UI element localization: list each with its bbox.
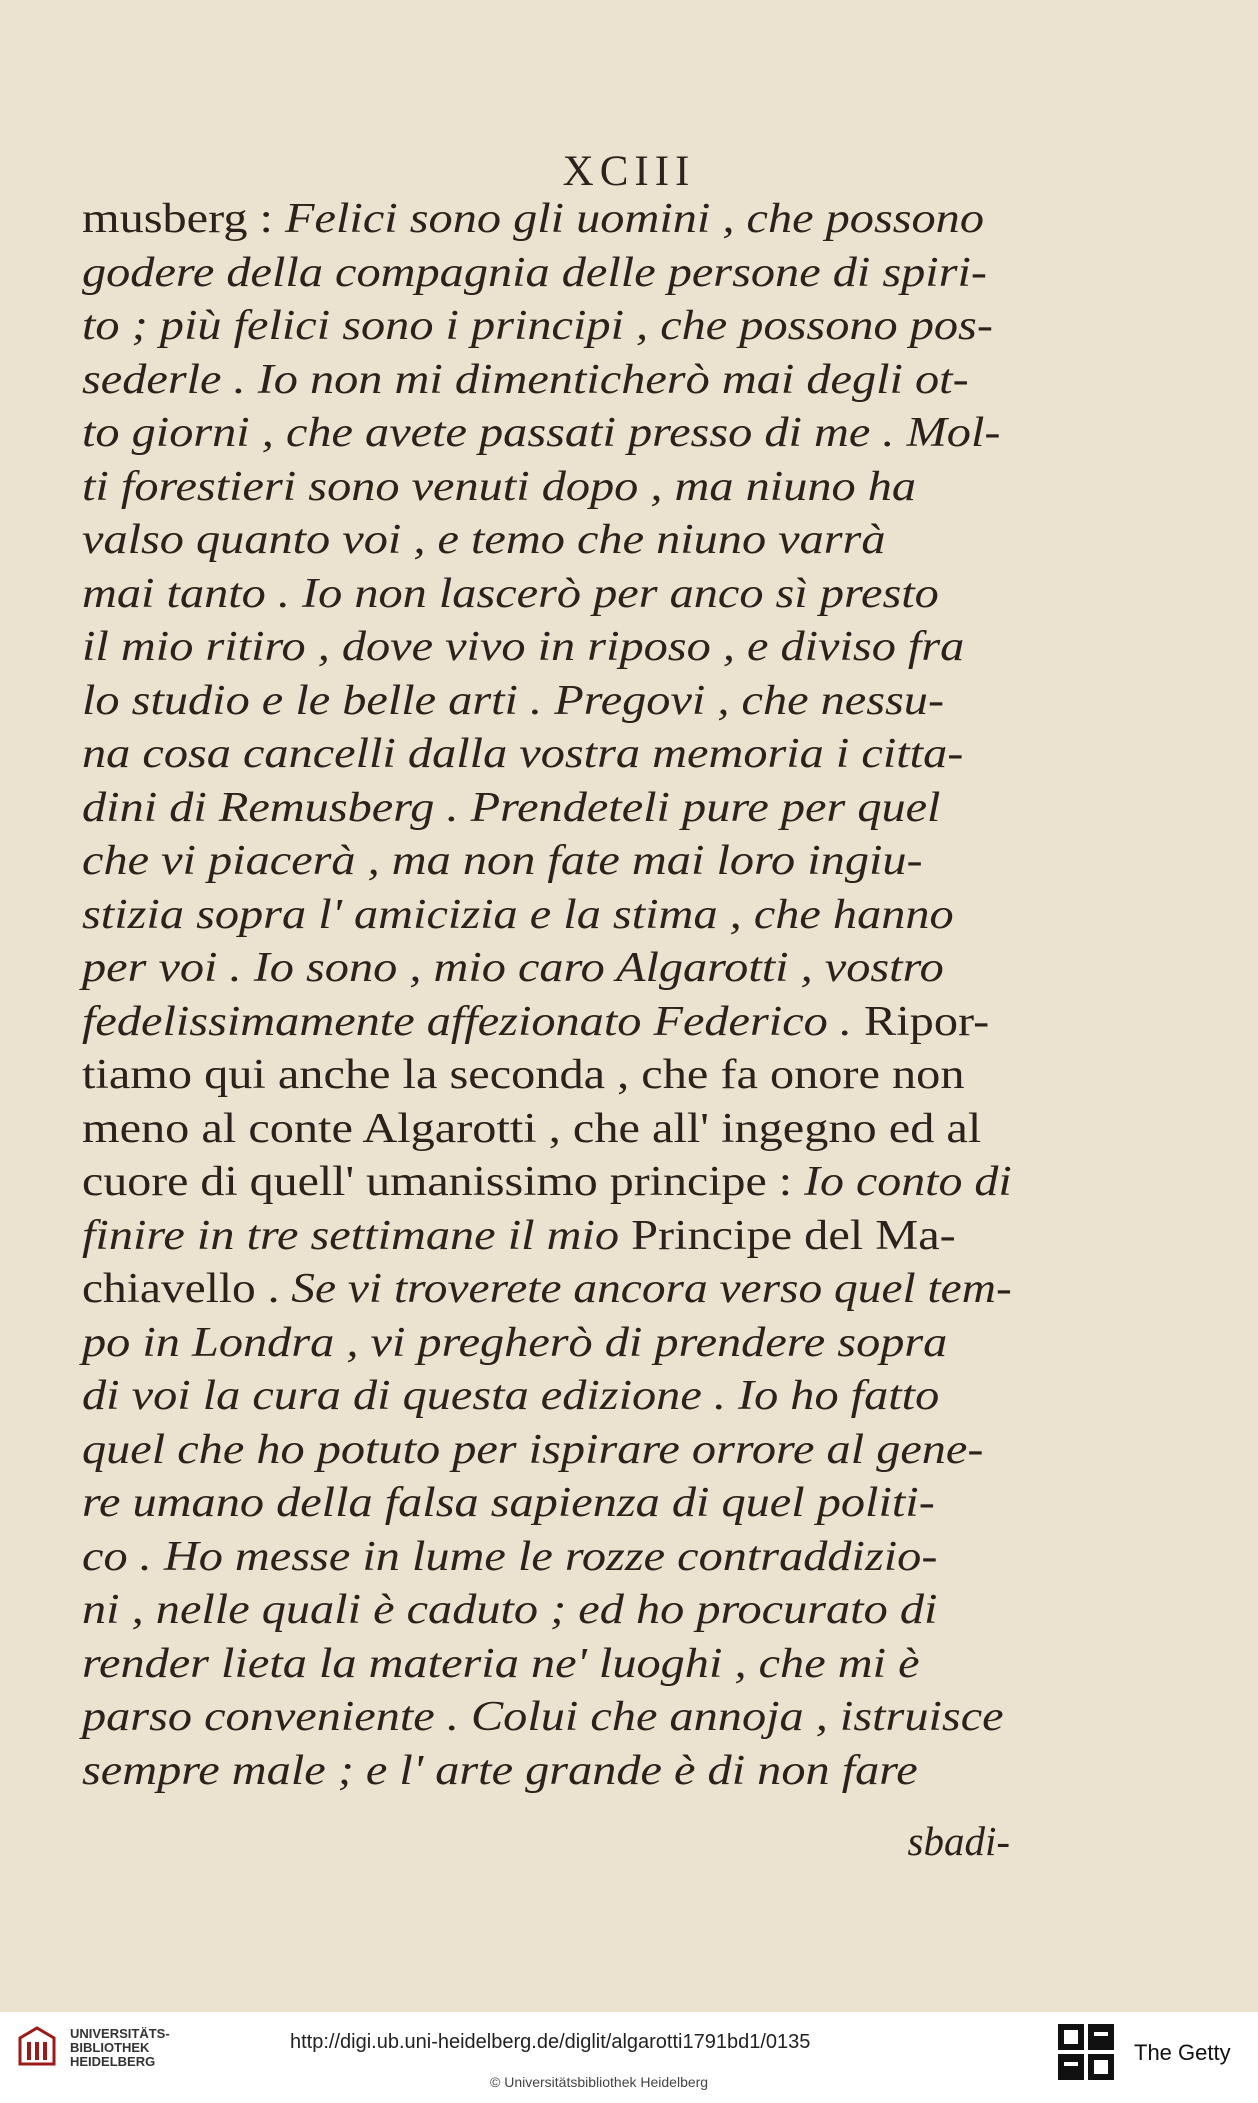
text-line [82, 837, 923, 885]
text-line [82, 784, 940, 832]
text-line [82, 1426, 983, 1474]
italic-text: render lieta la materia ne' luoghi , che mi è [82, 1640, 920, 1687]
italic-text: sempre male ; e l' arte grande è di non fare [82, 1747, 918, 1794]
text-line [82, 1372, 939, 1420]
roman-text: tiamo qui anche la seconda , che fa onore non [82, 1052, 965, 1098]
text-line [82, 1265, 1012, 1313]
text-line [82, 944, 944, 992]
text-line [82, 1586, 937, 1634]
roman-text: chiavello . [82, 1266, 292, 1312]
text-line [82, 623, 964, 671]
text-line [82, 516, 886, 564]
text-line [82, 249, 987, 297]
italic-text: po in Londra , vi pregherò di prendere sopra [82, 1319, 948, 1366]
text-line [82, 195, 984, 243]
italic-text: ni , nelle quali è caduto ; ed ho procurato di [82, 1587, 938, 1633]
text-line [82, 302, 993, 350]
text-line [82, 1640, 920, 1688]
italic-text: co . Ho messe in lume le rozze contraddizio- [82, 1533, 938, 1580]
italic-text: valso quanto voi , e temo che niuno varrà [82, 517, 886, 563]
italic-text: finire in tre settimane il mio [82, 1212, 632, 1259]
italic-text: mai tanto . Io non lascerò per anco sì presto [82, 570, 939, 617]
italic-text: sederle . Io non mi dimenticherò mai degli ot- [82, 356, 969, 403]
italic-text: stizia sopra l' amicizia e la stima , che hanno [82, 891, 954, 938]
text-line [82, 730, 963, 778]
italic-text: quel che ho potuto per ispirare orrore al gene- [82, 1426, 984, 1473]
text-line [82, 1158, 1012, 1206]
italic-text: lo studio e le belle arti . Pregovi , che nessu- [82, 677, 945, 724]
text-line [82, 1105, 981, 1153]
roman-text: musberg : [82, 196, 286, 242]
text-line [82, 677, 944, 725]
italic-text: Felici sono gli uomini , che possono [285, 196, 984, 242]
text-line [82, 463, 916, 511]
text-line [82, 998, 989, 1046]
university-library-logo-icon [14, 2024, 60, 2070]
italic-text: to ; più felici sono i principi , che possono pos- [82, 303, 993, 349]
text-line [82, 1533, 937, 1581]
text-line [82, 356, 969, 404]
italic-text: Io conto di [804, 1159, 1012, 1205]
text-line [82, 1747, 918, 1795]
italic-text: di voi la cura di questa edizione . Io ho fatto [82, 1373, 940, 1419]
italic-text: to giorni , che avete passati presso di me . Mol- [82, 410, 1001, 456]
italic-text: ti forestieri sono venuti dopo , ma niuno ha [82, 463, 917, 510]
text-line [82, 1212, 956, 1260]
text-line [82, 1319, 947, 1367]
catchword: sbadi- [907, 1818, 1010, 1864]
italic-text: il mio ritiro , dove vivo in riposo , e diviso fra [82, 624, 965, 670]
text-line [82, 570, 939, 618]
italic-text: dini di Remusberg . Prendeteli pure per quel [82, 784, 941, 831]
italic-text: na cosa cancelli dalla vostra memoria i citta- [82, 731, 964, 777]
roman-text: cuore di quell' umanissimo principe : [82, 1159, 805, 1205]
permalink-url[interactable]: http://digi.ub.uni-heidelberg.de/diglit/algarotti1791bd1/0135 [290, 2031, 811, 2053]
text-line [82, 891, 954, 939]
text-line [82, 409, 1000, 457]
italic-text: Se vi troverete ancora verso quel tem- [291, 1266, 1012, 1312]
text-line [82, 1051, 964, 1099]
italic-text: per voi . Io sono , mio caro Algarotti , vostro [82, 945, 944, 991]
roman-text: meno al conte Algarotti , che all' ingegno ed al [82, 1105, 982, 1152]
italic-text: godere della compagnia delle persone di spiri- [82, 249, 988, 296]
roman-text: Ripor- [864, 998, 990, 1045]
copyright-text: © Universitätsbibliothek Heidelberg [490, 2074, 709, 2090]
library-name: UNIVERSITÄTS- BIBLIOTHEK HEIDELBERG [70, 2026, 170, 2069]
italic-text: che vi piacerà , ma non fate mai loro ingiu- [82, 838, 923, 884]
getty-name: The Getty [1134, 2040, 1231, 2065]
roman-text: Principe del Ma- [631, 1212, 956, 1259]
getty-logo-icon [1056, 2022, 1116, 2084]
text-line [82, 1693, 1004, 1741]
page-number: XCIII [562, 148, 696, 195]
italic-text: parso conveniente . Colui che annoja , istruisce [82, 1694, 1004, 1740]
italic-text: re umano della falsa sapienza di quel politi- [82, 1480, 935, 1526]
text-line [82, 1479, 935, 1527]
italic-text: fedelissimamente affezionato Federico . [82, 998, 865, 1045]
